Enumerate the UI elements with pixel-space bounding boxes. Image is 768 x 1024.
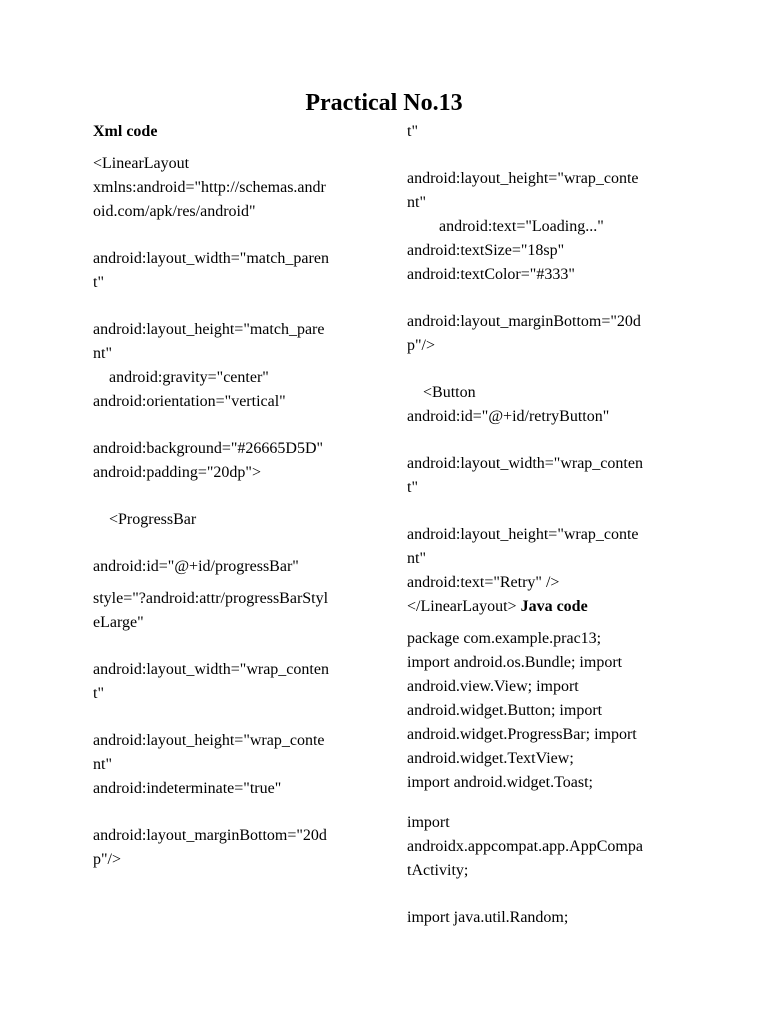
code-line: android:gravity="center" [93, 369, 269, 386]
code-line: p"/> [93, 851, 121, 868]
code-line: nt" [93, 345, 112, 362]
code-line: android:layout_height="wrap_conte [407, 526, 639, 543]
code-line: p"/> [407, 337, 435, 354]
code-line: </LinearLayout> [407, 598, 517, 615]
code-line: android.widget.ProgressBar; import [407, 726, 637, 743]
code-line: android:orientation="vertical" [93, 393, 286, 410]
code-line: import [407, 814, 450, 831]
page-title: Practical No.13 [305, 90, 463, 116]
code-line: android:layout_height="wrap_conte [407, 170, 639, 187]
code-line: android:id="@+id/retryButton" [407, 408, 610, 425]
code-line: import java.util.Random; [407, 909, 569, 926]
code-line: import android.widget.Toast; [407, 774, 593, 791]
java-code-heading: Java code [520, 598, 588, 615]
xml-code-heading: Xml code [93, 123, 158, 140]
code-line: android:layout_height="match_pare [93, 321, 325, 338]
code-line: nt" [93, 756, 112, 773]
code-line: android.widget.TextView; [407, 750, 574, 767]
code-line: android:layout_width="wrap_conten [93, 661, 329, 678]
code-line: android:layout_marginBottom="20d [93, 827, 327, 844]
code-line: package com.example.prac13; [407, 630, 602, 647]
code-line: android:background="#26665D5D" [93, 440, 324, 457]
code-line: tActivity; [407, 862, 469, 879]
code-line: import android.os.Bundle; import [407, 654, 623, 671]
code-line: android:text="Loading..." [407, 218, 604, 235]
code-line: <Button [407, 384, 476, 401]
code-line: android:textSize="18sp" [407, 242, 565, 259]
code-line: xmlns:android="http://schemas.andr [93, 179, 326, 196]
code-line: android:padding="20dp"> [93, 464, 261, 481]
code-line: <ProgressBar [93, 511, 197, 528]
code-line: t" [407, 123, 418, 140]
code-line: android:layout_width="wrap_conten [407, 455, 643, 472]
code-line: t" [93, 685, 104, 702]
code-line: android.view.View; import [407, 678, 579, 695]
left-column [93, 120, 361, 872]
code-line: style="?android:attr/progressBarStyl [93, 590, 329, 607]
code-line: android:text="Retry" /> [407, 574, 560, 591]
code-line: android:indeterminate="true" [93, 780, 282, 797]
code-line: android.widget.Button; import [407, 702, 603, 719]
right-column [407, 120, 677, 930]
code-line: android:id="@+id/progressBar" [93, 558, 299, 575]
code-line: android:layout_marginBottom="20d [407, 313, 641, 330]
code-line: nt" [407, 194, 426, 211]
code-line: android:layout_width="match_paren [93, 250, 329, 267]
code-line: nt" [407, 550, 426, 567]
linear-layout-close-line [407, 595, 677, 619]
code-line: oid.com/apk/res/android" [93, 203, 256, 220]
code-line: eLarge" [93, 614, 144, 631]
code-line: androidx.appcompat.app.AppCompa [407, 838, 643, 855]
code-line: android:textColor="#333" [407, 266, 575, 283]
code-line: t" [407, 479, 418, 496]
code-line: android:layout_height="wrap_conte [93, 732, 325, 749]
code-line: <LinearLayout [93, 155, 190, 172]
code-line: t" [93, 274, 104, 291]
